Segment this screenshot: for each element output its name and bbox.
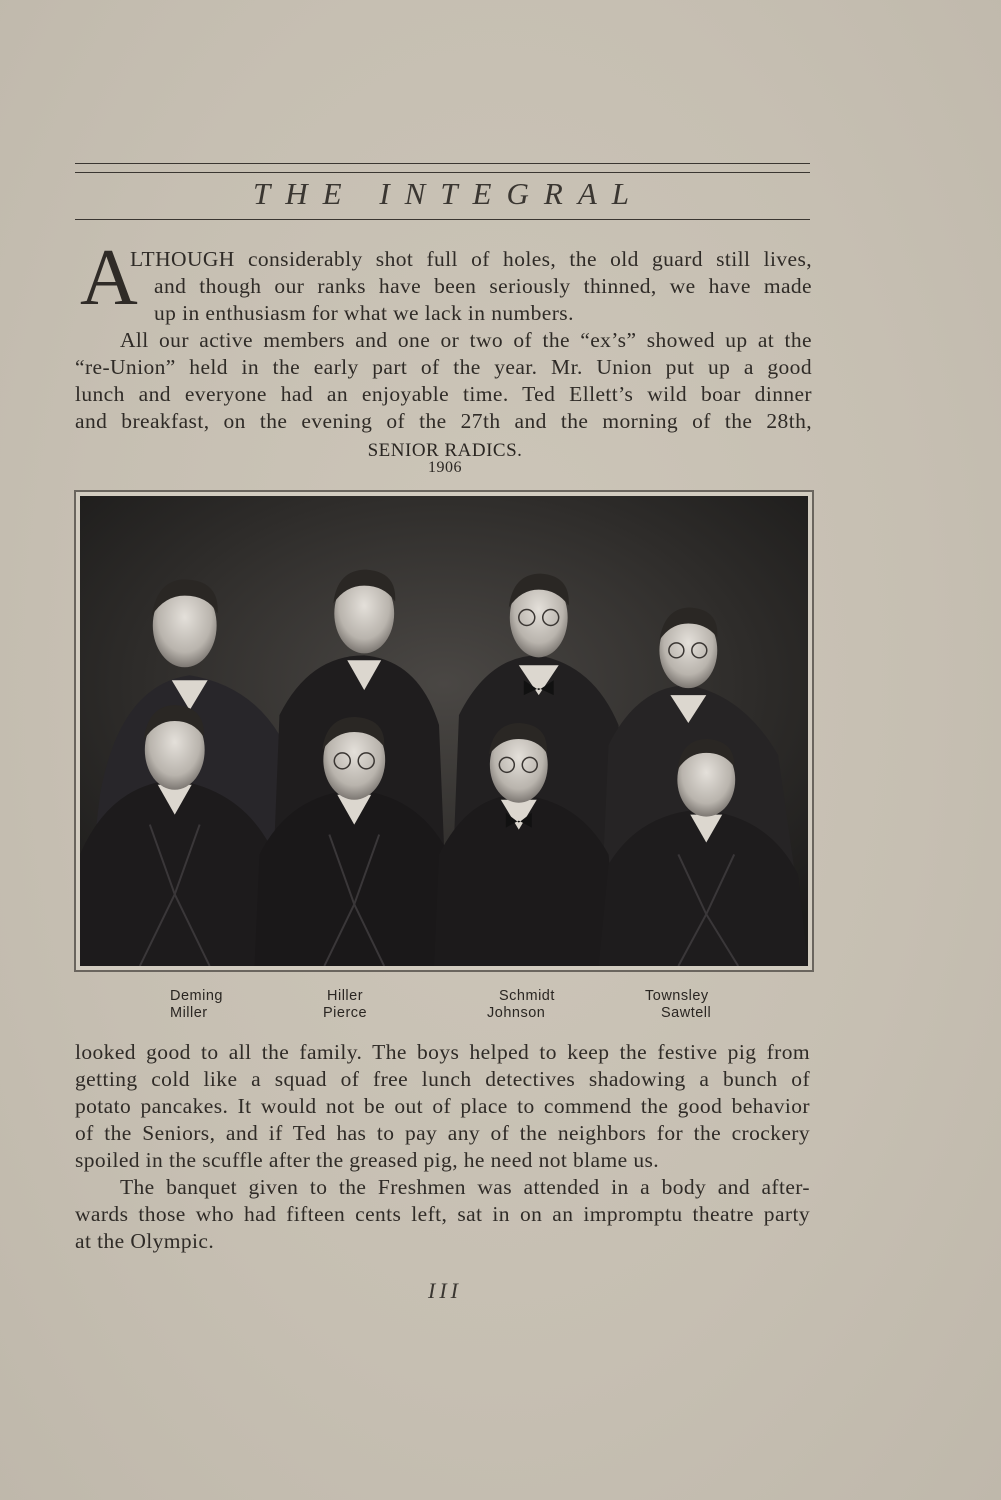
person-name: Pierce	[323, 1005, 368, 1021]
paragraph-line: The banquet given to the Freshmen was attended in a body and after-	[120, 1175, 810, 1199]
photo-names-row-2	[75, 1005, 815, 1025]
intro-line: and though our ranks have been seriously thinned, we have made	[154, 274, 812, 298]
paragraph-line: at the Olympic.	[75, 1229, 215, 1253]
drop-cap: A	[80, 234, 138, 322]
paragraph-line: getting cold like a squad of free lunch detectives shadowing a bunch of	[75, 1067, 810, 1091]
person-name: Schmidt	[499, 988, 555, 1004]
person-name: Hiller	[327, 988, 364, 1004]
paragraph-line: All our active members and one or two of the “ex’s” showed up at the	[120, 328, 812, 352]
intro-paragraph	[130, 246, 812, 327]
person-name: Deming	[170, 988, 223, 1004]
header-rule-top	[75, 163, 810, 164]
photo-title: SENIOR RADICS.	[367, 440, 523, 461]
paragraph-banquet	[75, 1174, 810, 1255]
paragraph-line: spoiled in the scuffle after the greased pig, he need not blame us.	[75, 1148, 660, 1172]
paragraph-line: and breakfast, on the evening of the 27th and the morning of the 28th,	[75, 409, 812, 433]
paragraph-line: wards those who had fifteen cents left, sat in on an impromptu theatre party	[75, 1202, 810, 1226]
header-rule-bottom	[75, 219, 810, 220]
running-header: THE INTEGRAL	[253, 176, 644, 211]
paragraph-line: potato pancakes. It would not be out of place to commend the good behavior	[75, 1094, 810, 1118]
page-number: III	[428, 1278, 462, 1303]
person-name: Miller	[170, 1005, 208, 1021]
paragraph-line: lunch and everyone had an enjoyable time. Ted Ellett’s wild boar dinner	[75, 382, 812, 406]
paragraph-line: looked good to all the family. The boys helped to keep the festive pig from	[75, 1040, 810, 1064]
intro-line: up in enthusiasm for what we lack in numbers.	[154, 301, 574, 325]
paragraph-line: “re-Union” held in the early part of the year. Mr. Union put up a good	[75, 355, 812, 379]
person-name: Townsley	[645, 988, 709, 1004]
group-photo-image	[80, 496, 808, 966]
group-photograph	[74, 490, 814, 972]
person-name: Johnson	[487, 1005, 546, 1021]
paragraph-line: of the Seniors, and if Ted has to pay any of the neighbors for the crockery	[75, 1121, 810, 1145]
header-rule-top-thin	[75, 172, 810, 173]
intro-line: LTHOUGH considerably shot full of holes, the old guard still lives,	[130, 247, 812, 271]
paragraph-family	[75, 1039, 810, 1174]
paragraph-reunion	[75, 327, 812, 435]
person-name: Sawtell	[661, 1005, 712, 1021]
photo-year: 1906	[428, 459, 462, 476]
